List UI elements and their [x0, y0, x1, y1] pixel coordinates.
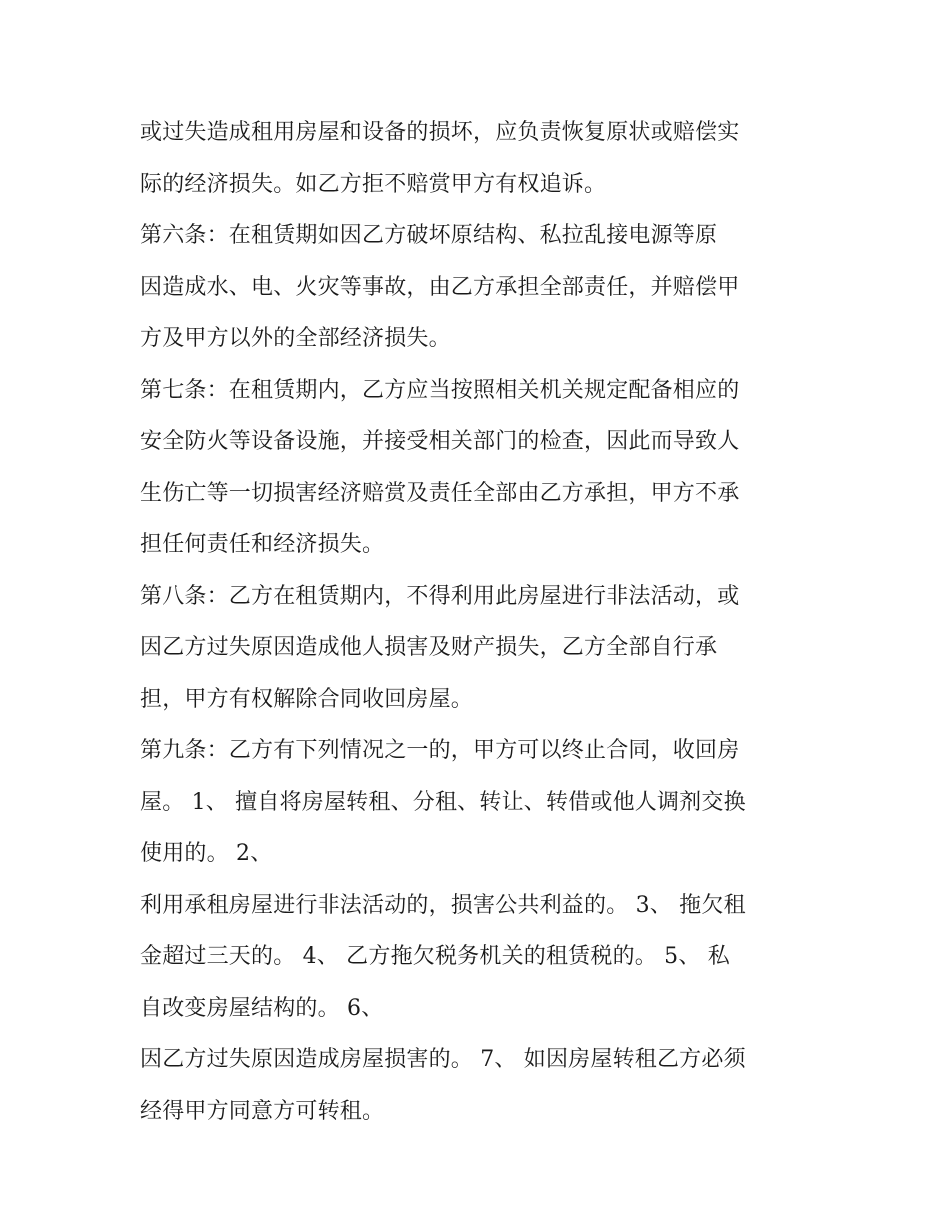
text-line: 担任何责任和经济损失。 — [140, 532, 385, 557]
text-line: 利用承租房屋进行非法活动的，损害公共利益的。 3、 拖欠租 — [140, 892, 746, 918]
text-line: 第六条：在租赁期如因乙方破坏原结构、私拉乱接电源等原 — [140, 223, 718, 248]
text-line: 金超过三天的。 4、 乙方拖欠税务机关的租赁税的。 5、 私 — [140, 944, 730, 969]
text-line: 或过失造成租用房屋和设备的损坏，应负责恢复原状或赔偿实 — [140, 120, 740, 145]
text-line: 屋。 1、 擅自将房屋转租、分租、转让、转借或他人调剂交换 — [140, 789, 746, 815]
text-line: 使用的。 2、 — [140, 841, 273, 866]
text-line: 生伤亡等一切损害经济赔赏及责任全部由乙方承担，甲方不承 — [140, 480, 740, 506]
text-line: 因乙方过失原因造成他人损害及财产损失，乙方全部自行承 — [140, 635, 718, 660]
contract-text — [140, 107, 830, 1137]
text-line: 际的经济损失。如乙方拒不赔赏甲方有权追诉。 — [140, 171, 607, 197]
text-line: 因乙方过失原因造成房屋损害的。 7、 如因房屋转租乙方必须 — [140, 1047, 746, 1072]
text-line: 第八条：乙方在租赁期内，不得利用此房屋进行非法活动，或 — [140, 583, 740, 609]
text-line: 第七条：在租赁期内，乙方应当按照相关机关规定配备相应的 — [140, 377, 740, 403]
text-line: 自改变房屋结构的。 6、 — [140, 995, 384, 1021]
text-line: 方及甲方以外的全部经济损失。 — [140, 326, 451, 351]
text-line: 担，甲方有权解除合同收回房屋。 — [140, 686, 474, 712]
text-line: 经得甲方同意方可转租。 — [140, 1098, 385, 1124]
text-line: 第九条：乙方有下列情况之一的，甲方可以终止合同，收回房 — [140, 738, 740, 763]
text-line: 因造成水、电、火灾等事故，由乙方承担全部责任，并赔偿甲 — [140, 274, 740, 300]
text-line: 安全防火等设备设施，并接受相关部门的检查，因此而导致人 — [140, 429, 740, 454]
